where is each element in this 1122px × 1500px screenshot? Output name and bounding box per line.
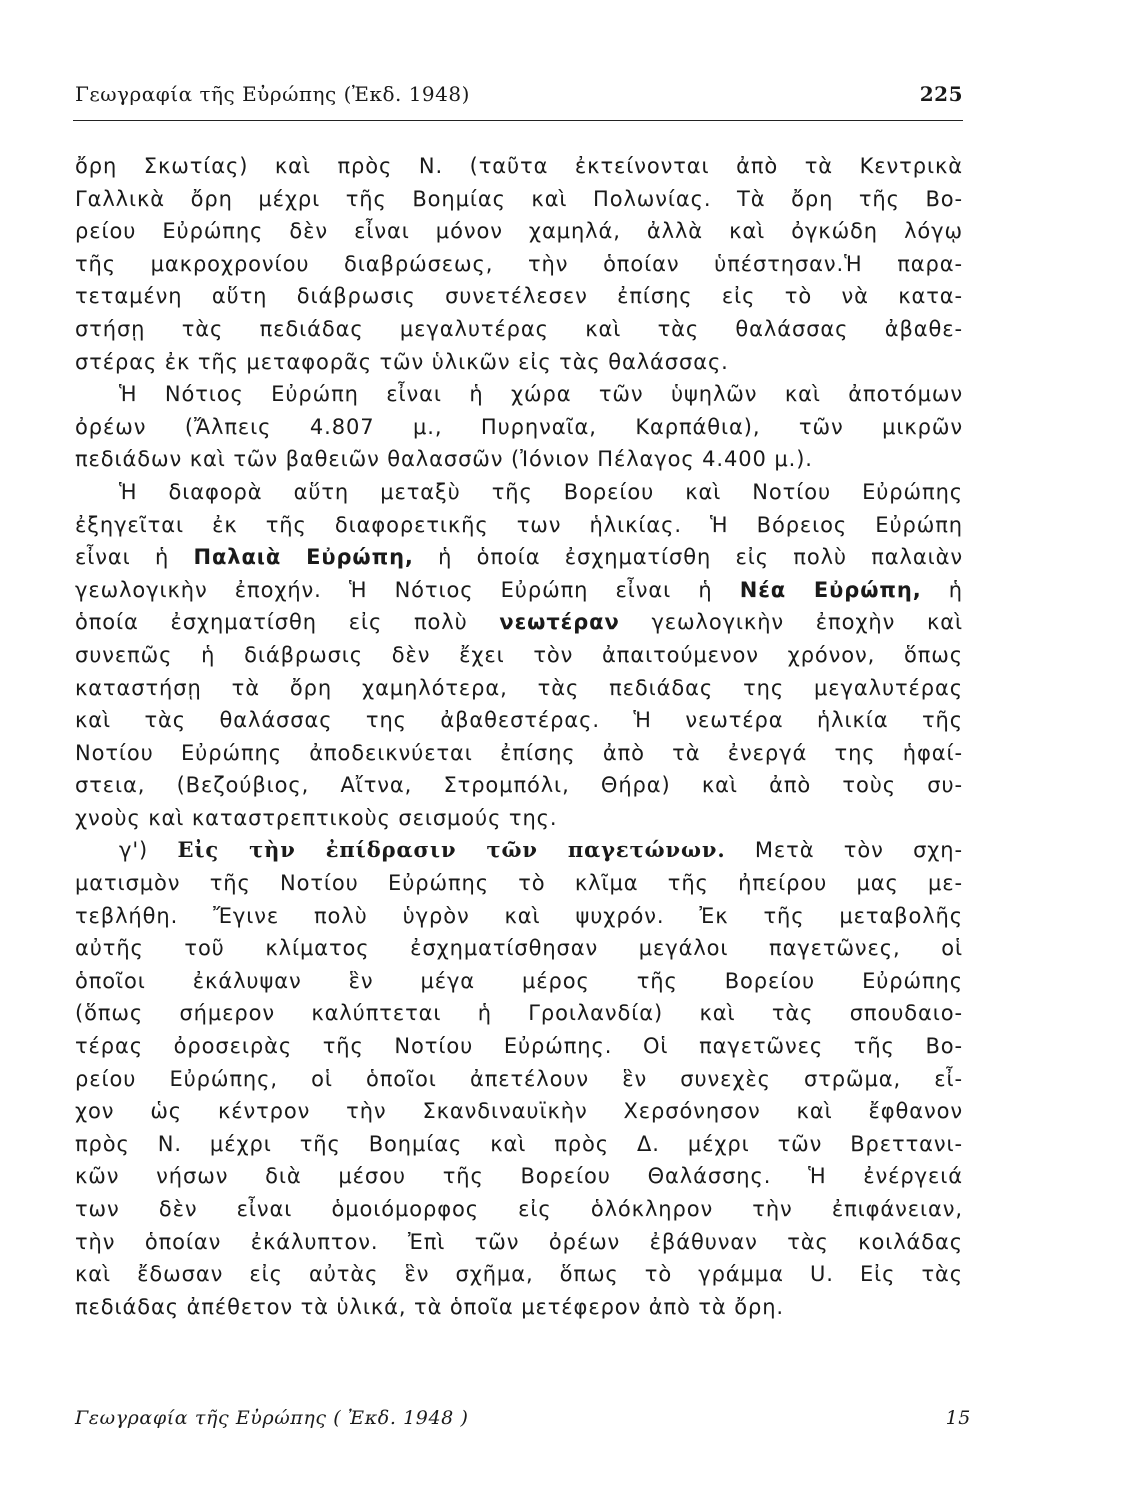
text-segment: γ') <box>119 838 178 863</box>
text-line <box>75 476 975 509</box>
text-line <box>75 541 975 574</box>
text-segment: πεδιάδας ἀπέθετον τὰ ὑλικά, τὰ ὁποῖα μετέφερον ἀπὸ τὰ ὄρη. <box>75 1294 784 1319</box>
body-text <box>75 150 975 1323</box>
text-line <box>75 1291 975 1324</box>
text-segment: καὶ ἔδωσαν εἰς αὐτὰς ἓν σχῆμα, ὅπως τὸ γράμμα U. Εἰς τὰς <box>75 1262 963 1287</box>
text-line <box>75 1095 975 1128</box>
header-rule <box>73 120 963 121</box>
text-line <box>75 769 975 802</box>
text-segment: Ἡ Νότιος Εὐρώπη εἶναι ἡ χώρα τῶν ὑψηλῶν καὶ ἀποτόμων <box>119 382 963 407</box>
text-line <box>75 1226 975 1259</box>
text-line <box>75 672 975 705</box>
text-segment: ὄρη Σκωτίας) καὶ πρὸς Ν. (ταῦτα ἐκτείνονται ἀπὸ τὰ Κεντρικὰ <box>75 154 963 178</box>
text-segment: στήσῃ τὰς πεδιάδας μεγαλυτέρας καὶ τὰς θαλάσσας ἀβαθε- <box>75 316 963 341</box>
text-segment: ἐξηγεῖται ἐκ τῆς διαφορετικῆς των ἡλικίας. Ἡ Βόρειος Εὐρώπη <box>75 512 963 537</box>
text-segment: αὐτῆς τοῦ κλίματος ἐσχηματίσθησαν μεγάλοι παγετῶνες, οἱ <box>75 936 963 961</box>
text-line <box>75 1160 975 1193</box>
text-segment: στεια, (Βεζούβιος, Αἴτνα, Στρομπόλι, Θήρα) καὶ ἀπὸ τοὺς συ- <box>75 773 963 798</box>
text-line <box>75 606 975 639</box>
text-segment: κῶν νήσων διὰ μέσου τῆς Βορείου Θαλάσσης. Ἡ ἐνέργειά <box>75 1164 963 1189</box>
text-segment: τέρας ὀροσειρὰς τῆς Νοτίου Εὐρώπης. Οἱ παγετῶνες τῆς Βο- <box>75 1034 963 1059</box>
text-line <box>75 965 975 998</box>
text-segment: ρείου Εὐρώπης δὲν εἶναι μόνον χαμηλά, ἀλλὰ καὶ ὀγκώδη λόγῳ <box>75 219 963 244</box>
text-line <box>75 215 975 248</box>
footer-sheet-number: 15 <box>945 1407 971 1429</box>
page-footer <box>75 1407 975 1437</box>
text-segment: ἡ ὁποία ἐσχηματίσθη εἰς πολὺ παλαιὰν <box>413 545 963 570</box>
text-line <box>75 1063 975 1096</box>
text-line <box>75 443 975 476</box>
text-segment: Μετὰ τὸν σχη- <box>725 838 963 863</box>
emphasized-text: Νέα Εὐρώπη, <box>739 577 922 602</box>
text-segment: πρὸς Ν. μέχρι τῆς Βοημίας καὶ πρὸς Δ. μέχρι τῶν Βρεττανι- <box>75 1131 963 1156</box>
text-segment: τεβλήθη. Ἔγινε πολὺ ὑγρὸν καὶ ψυχρόν. Ἐκ τῆς μεταβολῆς <box>75 903 963 928</box>
emphasized-text: Παλαιὰ Εὐρώπη, <box>193 545 414 570</box>
text-line <box>75 248 975 281</box>
text-line <box>75 150 975 183</box>
text-segment: Ἡ διαφορὰ αὕτη μεταξὺ τῆς Βορείου καὶ Νοτίου Εὐρώπης <box>119 479 963 504</box>
text-segment: τὴν ὁποίαν ἐκάλυπτον. Ἐπὶ τῶν ὀρέων ἐβάθυναν τὰς κοιλάδας <box>75 1229 963 1254</box>
text-line <box>75 346 975 379</box>
text-segment: τῆς μακροχρονίου διαβρώσεως, τὴν ὁποίαν ὑπέστησαν.Ἡ παρα- <box>75 251 963 276</box>
text-line <box>75 867 975 900</box>
text-line <box>75 378 975 411</box>
footer-signature: Γεωγραφία τῆς Εὐρώπης ( Ἐκδ. 1948 ) <box>75 1407 469 1429</box>
text-line <box>75 834 975 867</box>
text-line <box>75 639 975 672</box>
page-number: 225 <box>919 82 963 106</box>
text-segment: γεωλογικὴν ἐποχήν. Ἡ Νότιος Εὐρώπη εἶναι ἡ <box>75 577 740 602</box>
text-segment: συνεπῶς ἡ διάβρωσις δὲν ἔχει τὸν ἀπαιτούμενον χρόνον, ὅπως <box>75 642 963 667</box>
text-segment: καταστήσῃ τὰ ὄρη χαμηλότερα, τὰς πεδιάδας της μεγαλυτέρας <box>75 675 963 700</box>
text-line <box>75 997 975 1030</box>
text-line <box>75 1030 975 1063</box>
text-segment: πεδιάδων καὶ τῶν βαθειῶν θαλασσῶν (Ἰόνιον Πέλαγος 4.400 μ.). <box>75 447 813 472</box>
text-line <box>75 313 975 346</box>
text-line <box>75 1128 975 1161</box>
text-segment: γεωλογικὴν ἐποχὴν καὶ <box>619 610 963 635</box>
text-segment: ὁποῖοι ἐκάλυψαν ἓν μέγα μέρος τῆς Βορείου Εὐρώπης <box>75 968 963 993</box>
text-segment: ἡ <box>921 577 963 602</box>
text-line <box>75 802 975 835</box>
text-segment: ρείου Εὐρώπης, οἱ ὁποῖοι ἀπετέλουν ἓν συνεχὲς στρῶμα, εἶ- <box>75 1066 963 1091</box>
text-line <box>75 280 975 313</box>
text-segment: ὀρέων (Ἄλπεις 4.807 μ., Πυρηναῖα, Καρπάθια), τῶν μικρῶν <box>75 414 963 439</box>
text-segment: καὶ τὰς θαλάσσας της ἀβαθεστέρας. Ἡ νεωτέρα ἡλικία τῆς <box>75 708 963 733</box>
text-segment: στέρας ἐκ τῆς μεταφορᾶς τῶν ὑλικῶν εἰς τὰς θαλάσσας. <box>75 349 729 374</box>
text-segment: των δὲν εἶναι ὁμοιόμορφος εἰς ὁλόκληρον τὴν ἐπιφάνειαν, <box>75 1197 963 1221</box>
text-segment: τεταμένη αὕτη διάβρωσις συνετέλεσεν ἐπίσης εἰς τὸ νὰ κατα- <box>75 284 963 309</box>
emphasized-text: νεωτέραν <box>499 610 620 635</box>
text-line <box>75 704 975 737</box>
text-segment: ὁποία ἐσχηματίσθη εἰς πολὺ <box>75 610 500 635</box>
emphasized-text: Εἰς τὴν ἐπίδρασιν τῶν παγετώνων. <box>177 837 726 863</box>
text-segment: εἶναι ἡ <box>75 545 194 570</box>
text-line <box>75 509 975 542</box>
running-title: Γεωγραφία τῆς Εὐρώπης (Ἐκδ. 1948) <box>75 82 470 106</box>
running-head <box>75 82 963 116</box>
text-line <box>75 574 975 607</box>
text-line <box>75 932 975 965</box>
text-segment: ματισμὸν τῆς Νοτίου Εὐρώπης τὸ κλῖμα τῆς ἠπείρου μας με- <box>75 871 963 896</box>
text-segment: Νοτίου Εὐρώπης ἀποδεικνύεται ἐπίσης ἀπὸ τὰ ἐνεργά της ἡφαί- <box>75 740 963 765</box>
text-segment: χνοὺς καὶ καταστρεπτικοὺς σεισμούς της. <box>75 805 558 830</box>
text-segment: χον ὡς κέντρον τὴν Σκανδιναυϊκὴν Χερσόνησον καὶ ἔφθανον <box>75 1099 963 1124</box>
text-line <box>75 1193 975 1226</box>
text-segment: (ὅπως σήμερον καλύπτεται ἡ Γροιλανδία) καὶ τὰς σπουδαιο- <box>75 1001 963 1026</box>
text-segment: Γαλλικὰ ὄρη μέχρι τῆς Βοημίας καὶ Πολωνίας. Τὰ ὄρη τῆς Βο- <box>75 186 963 211</box>
text-line <box>75 1258 975 1291</box>
text-line <box>75 900 975 933</box>
text-line <box>75 737 975 770</box>
text-line <box>75 411 975 444</box>
text-line <box>75 183 975 216</box>
